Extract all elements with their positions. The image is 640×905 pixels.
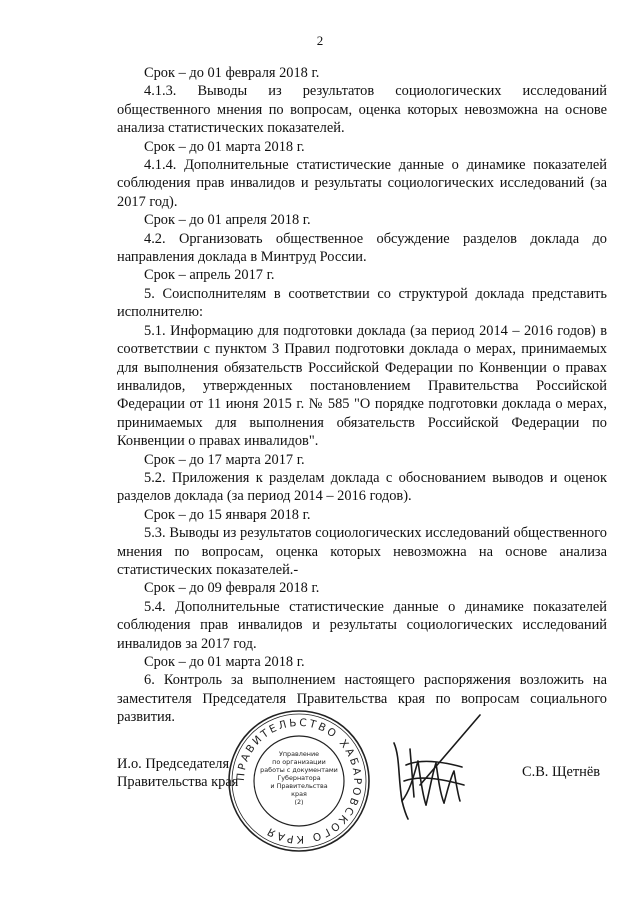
seal-center-line: работы с документами <box>260 766 338 774</box>
deadline-paragraph: Срок – до 09 февраля 2018 г. <box>144 580 320 597</box>
deadline-paragraph: Срок – до 01 февраля 2018 г. <box>144 65 320 81</box>
item-4-1-4: 4.1.4. Дополнительные статистические данные о динамике показателей соблюдения прав инвалидов и результаты социологических исследований (за 2017 год). <box>117 157 607 210</box>
seal-center-line: по организации <box>272 758 326 766</box>
deadline-paragraph: Срок – до 01 марта 2018 г. <box>144 654 305 670</box>
signatory-title-line2: Правительства края <box>117 774 239 790</box>
seal-center-line: Губернатора <box>277 774 321 782</box>
signatory-title-line1: И.о. Председателя <box>117 756 230 772</box>
deadline-paragraph: Срок – до 01 марта 2018 г. <box>144 138 305 155</box>
item-5-2: 5.2. Приложения к разделам доклада с обоснованием выводов и оценок разделов доклада (за период 2014 – 2016 годов). <box>117 469 607 505</box>
seal-center-line: (2) <box>294 798 304 806</box>
item-6: 6. Контроль за выполнением настоящего распоряжения возложить на заместителя Председателя Правительства края по вопросам социального развития. <box>117 672 607 726</box>
item-4-1-3: 4.1.3. Выводы из результатов социологических исследований общественного мнения по вопросам, оценка которых невозможна на основе анализа статистических показателей. <box>117 83 607 137</box>
document-body <box>117 64 607 727</box>
deadline-paragraph: Срок – до 01 апреля 2018 г. <box>144 212 311 229</box>
signer-name: С.В. Щетнёв <box>522 764 601 780</box>
item-5: 5. Соисполнителям в соответствии со структурой доклада представить исполнителю: <box>117 285 607 321</box>
page-number: 2 <box>316 33 324 48</box>
seal-center-line: и Правительства <box>270 782 328 790</box>
item-5-1: 5.1. Информацию для подготовки доклада (за период 2014 – 2016 годов) в соответствии с пунктом 3 Правил подготовки доклада о мерах, принимаемых для выполнения обязательств Российской Федерации по Конвенции о правах инвалидов, утвержденных постановлением Правительства Российской Федерации от 11 июня 2015 г. № 585 "О порядке подготовки доклада о мерах, принимаемых для выполнения обязательств Российской Федерации по Конвенции о правах инвалидов". <box>117 322 607 450</box>
seal-center-line: края <box>291 790 307 798</box>
deadline-paragraph: Срок – до 17 марта 2017 г. <box>144 451 305 468</box>
signature-stroke <box>426 763 444 805</box>
deadline-paragraph: Срок – до 15 января 2018 г. <box>144 506 311 523</box>
signature-stroke <box>444 771 460 803</box>
official-seal <box>226 708 372 854</box>
item-4-2: 4.2. Организовать общественное обсуждение разделов доклада до направления доклада в Минтруд России. <box>117 230 607 266</box>
seal-center-line: Управление <box>278 750 320 758</box>
signature-stroke <box>406 761 462 767</box>
seal-center-text <box>260 750 338 806</box>
signature-stroke <box>410 749 414 797</box>
item-5-4: 5.4. Дополнительные статистические данные о динамике показателей соблюдения прав инвалидов и результаты социологических исследований инвалидов за 2017 год. <box>117 598 607 652</box>
signature-stroke <box>420 715 480 785</box>
signatory-title <box>117 755 238 791</box>
item-5-3: 5.3. Выводы из результатов социологических исследований общественного мнения по вопросам, оценка которых невозможна на основе анализа статистических показателей.- <box>117 525 607 578</box>
seal-ring-text: ПРАВИТЕЛЬСТВО ХАБАРОВСКОГО КРАЯ <box>234 716 364 846</box>
handwritten-signature <box>380 705 495 830</box>
deadline-paragraph: Срок – апрель 2017 г. <box>144 267 275 284</box>
